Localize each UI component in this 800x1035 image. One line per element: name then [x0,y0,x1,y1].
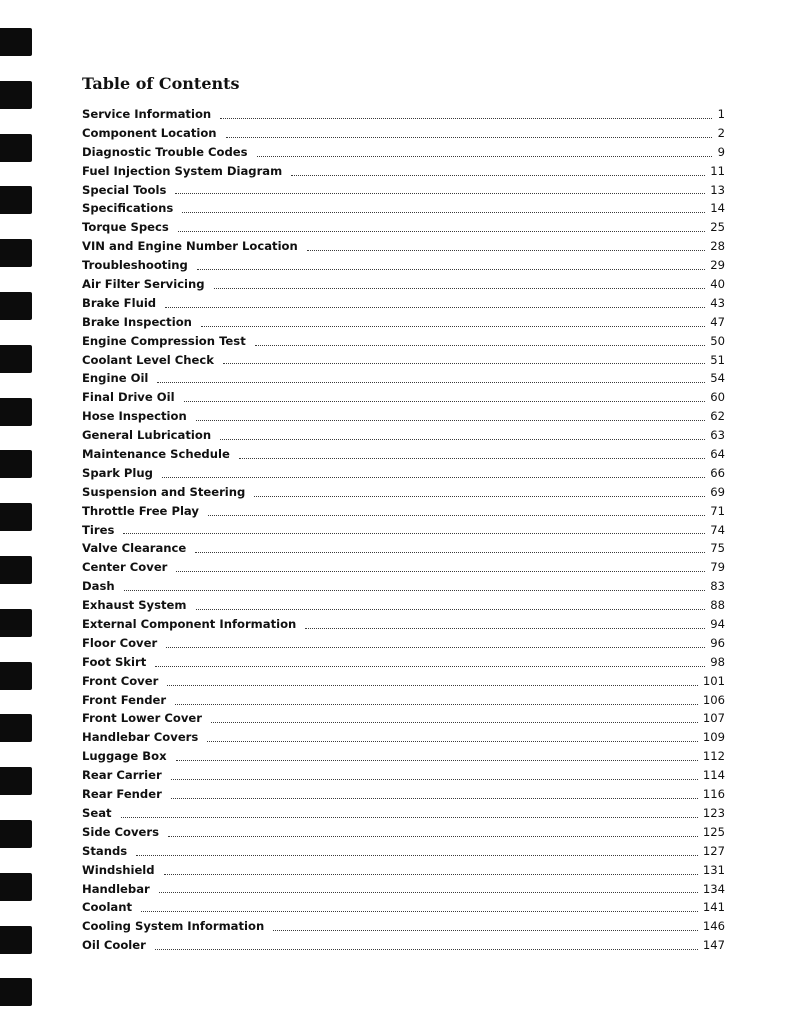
toc-entry-page: 134 [702,881,725,896]
toc-entry-title: Throttle Free Play [82,503,199,518]
dot-leader [178,231,705,232]
toc-entry [82,105,725,124]
binding-mark [0,873,32,901]
toc-entry-title: Service Information [82,106,212,121]
toc-entry [82,880,725,899]
toc-entry-title: Rear Carrier [82,768,162,783]
toc-entry-page: 50 [710,333,725,348]
toc-entry-title: Luggage Box [82,749,167,764]
toc-entry-page: 25 [710,220,725,235]
dot-leader [255,345,705,346]
dot-leader [166,647,705,648]
toc-entry-page: 101 [702,673,725,688]
toc-entry-title: External Component Information [82,617,297,632]
dot-leader [175,193,705,194]
binding-mark [0,81,32,109]
dot-leader [136,855,698,856]
toc-entry-page: 1 [717,106,725,121]
toc-entry [82,861,725,880]
toc-entry-page: 60 [710,390,725,405]
dot-leader [124,590,706,591]
toc-entry [82,672,725,691]
toc-entry-title: Troubleshooting [82,258,188,273]
dot-leader [226,137,712,138]
toc-entry-page: 13 [710,182,725,197]
toc-entry-page: 127 [702,843,725,858]
toc-entry [82,199,725,218]
toc-entry [82,615,725,634]
toc-entry-title: Center Cover [82,560,168,575]
toc-entry [82,218,725,237]
dot-leader [162,477,705,478]
toc-entry-title: Spark Plug [82,465,153,480]
toc-entry-title: Valve Clearance [82,541,187,556]
toc-entry-title: Seat [82,805,112,820]
toc-entry-title: Front Cover [82,673,159,688]
toc-entry [82,388,725,407]
toc-entry-page: 79 [710,560,725,575]
toc-entry-page: 75 [710,541,725,556]
dot-leader [176,571,705,572]
toc-entry-page: 96 [710,635,725,650]
toc-entry-page: 94 [710,617,725,632]
toc-entry-page: 123 [702,805,725,820]
toc-entry [82,898,725,917]
dot-leader [220,118,712,119]
toc-entry [82,124,725,143]
binding-mark [0,662,32,690]
toc-entry-title: Stands [82,843,128,858]
toc-entry-page: 11 [710,163,725,178]
toc-entry-title: Engine Compression Test [82,333,246,348]
toc-entry [82,426,725,445]
binding-mark [0,398,32,426]
toc-entry [82,936,725,955]
toc-entry [82,823,725,842]
toc-entry-page: 62 [710,409,725,424]
toc-entry-title: Brake Fluid [82,295,157,310]
binding-mark [0,28,32,56]
binding-mark [0,926,32,954]
binding-mark [0,134,32,162]
toc-entry-page: 2 [717,125,725,140]
toc-entry-title: Floor Cover [82,635,158,650]
toc-entry-page: 43 [710,295,725,310]
toc-entry-title: Dash [82,579,115,594]
dot-leader [164,874,698,875]
dot-leader [182,212,705,213]
toc-entry-title: Front Fender [82,692,167,707]
toc-entry [82,502,725,521]
toc-entry-title: Brake Inspection [82,314,192,329]
toc-entry-page: 125 [702,824,725,839]
toc-entry-page: 64 [710,447,725,462]
binding-mark [0,292,32,320]
dot-leader [165,307,705,308]
toc-entry-page: 9 [717,144,725,159]
dot-leader [157,382,705,383]
toc-entry [82,766,725,785]
dot-leader [171,779,698,780]
toc-entry-title: Windshield [82,862,155,877]
binding-mark [0,345,32,373]
toc-entry [82,558,725,577]
toc-entry [82,521,725,540]
toc-entry-page: 14 [710,201,725,216]
toc-entry [82,275,725,294]
toc-entry [82,143,725,162]
dot-leader [196,609,706,610]
toc-entry [82,710,725,729]
dot-leader [168,836,698,837]
toc-entry-title: Coolant Level Check [82,352,214,367]
dot-leader [141,911,698,912]
toc-entry-page: 116 [702,787,725,802]
toc-entry-page: 28 [710,239,725,254]
toc-entry-page: 40 [710,277,725,291]
toc-entry [82,728,725,747]
toc-entry [82,539,725,558]
toc-entry-title: Tires [82,522,115,537]
toc-entry [82,634,725,653]
dot-leader [171,798,698,799]
toc-entry-title: Special Tools [82,182,167,197]
toc-entry-page: 54 [710,371,725,386]
binding-mark [0,978,32,1006]
dot-leader [197,269,705,270]
toc-entry [82,785,725,804]
dot-leader [214,288,706,289]
toc-entry [82,351,725,370]
dot-leader [307,250,705,251]
toc-entry-page: 51 [710,352,725,367]
toc-entry-title: Suspension and Steering [82,484,246,499]
toc-entry [82,369,725,388]
toc-entry-title: Cooling System Information [82,919,265,934]
dot-leader [184,401,706,402]
dot-leader [207,741,698,742]
toc-entry [82,407,725,426]
toc-entry-page: 83 [710,579,725,594]
toc-entry-title: Engine Oil [82,371,149,386]
toc-entry-title: Specifications [82,201,174,216]
toc-entry-page: 69 [710,484,725,499]
toc-entry [82,162,725,181]
toc-entry-title: Handlebar Covers [82,730,199,745]
toc-entry-page: 71 [710,503,725,518]
toc-entry-title: Handlebar [82,881,150,896]
toc-entry-page: 106 [702,692,725,707]
toc-list [82,105,725,955]
toc-entry-title: Final Drive Oil [82,390,175,405]
dot-leader [291,175,705,176]
toc-entry-title: VIN and Engine Number Location [82,239,298,254]
binding-mark [0,450,32,478]
toc-entry-title: Coolant [82,900,133,915]
dot-leader [254,496,705,497]
binding-mark [0,609,32,637]
dot-leader [155,666,705,667]
toc-entry [82,691,725,710]
toc-entry-page: 88 [710,598,725,613]
binding-mark [0,767,32,795]
toc-entry-title: Maintenance Schedule [82,447,230,462]
toc-entry [82,464,725,483]
toc-entry-page: 47 [710,314,725,329]
toc-entry-title: Front Lower Cover [82,711,202,726]
toc-entry [82,313,725,332]
toc-entry [82,804,725,823]
dot-leader [176,760,698,761]
dot-leader [123,533,705,534]
binding-mark [0,239,32,267]
dot-leader [159,892,698,893]
toc-entry-page: 109 [702,730,725,745]
dot-leader [195,552,705,553]
dot-leader [239,458,705,459]
toc-entry-title: General Lubrication [82,428,212,443]
toc-entry-title: Diagnostic Trouble Codes [82,144,248,159]
dot-leader [208,515,705,516]
binding-mark [0,556,32,584]
toc-entry-page: 147 [702,938,725,953]
toc-entry-title: Component Location [82,125,217,140]
toc-entry [82,483,725,502]
toc-entry [82,747,725,766]
dot-leader [305,628,705,629]
toc-entry [82,332,725,351]
toc-entry-title: Torque Specs [82,220,169,235]
toc-entry-page: 63 [710,428,725,443]
dot-leader [273,930,698,931]
toc-entry [82,256,725,275]
toc-entry-title: Rear Fender [82,787,162,802]
dot-leader [155,949,698,950]
toc-entry-page: 114 [702,768,725,783]
toc-entry [82,596,725,615]
dot-leader [211,722,698,723]
toc-entry-title: Foot Skirt [82,654,147,669]
dot-leader [257,156,712,157]
binding-mark [0,714,32,742]
dot-leader [175,704,698,705]
toc-entry [82,577,725,596]
toc-entry-page: 74 [710,522,725,537]
toc-entry-page: 107 [702,711,725,726]
toc-entry-title: Air Filter Servicing [82,277,205,291]
toc-entry-page: 29 [710,258,725,273]
binding-mark [0,503,32,531]
toc-entry [82,237,725,256]
toc-entry-page: 112 [702,749,725,764]
toc-entry-page: 98 [710,654,725,669]
toc-entry-title: Side Covers [82,824,160,839]
toc-entry-title: Hose Inspection [82,409,187,424]
toc-entry-title: Fuel Injection System Diagram [82,163,283,178]
toc-entry-page: 141 [702,900,725,915]
dot-leader [196,420,706,421]
toc-entry [82,653,725,672]
toc-entry [82,917,725,936]
toc-entry-title: Oil Cooler [82,938,146,953]
dot-leader [220,439,705,440]
dot-leader [121,817,698,818]
page-title: Table of Contents [82,74,240,93]
dot-leader [201,326,705,327]
dot-leader [223,363,705,364]
toc-entry [82,181,725,200]
toc-entry [82,294,725,313]
toc-entry-title: Exhaust System [82,598,187,613]
binding-mark [0,186,32,214]
binding-mark [0,820,32,848]
toc-entry-page: 146 [702,919,725,934]
toc-entry-page: 66 [710,465,725,480]
toc-entry [82,445,725,464]
toc-entry [82,842,725,861]
dot-leader [167,685,698,686]
toc-entry-page: 131 [702,862,725,877]
